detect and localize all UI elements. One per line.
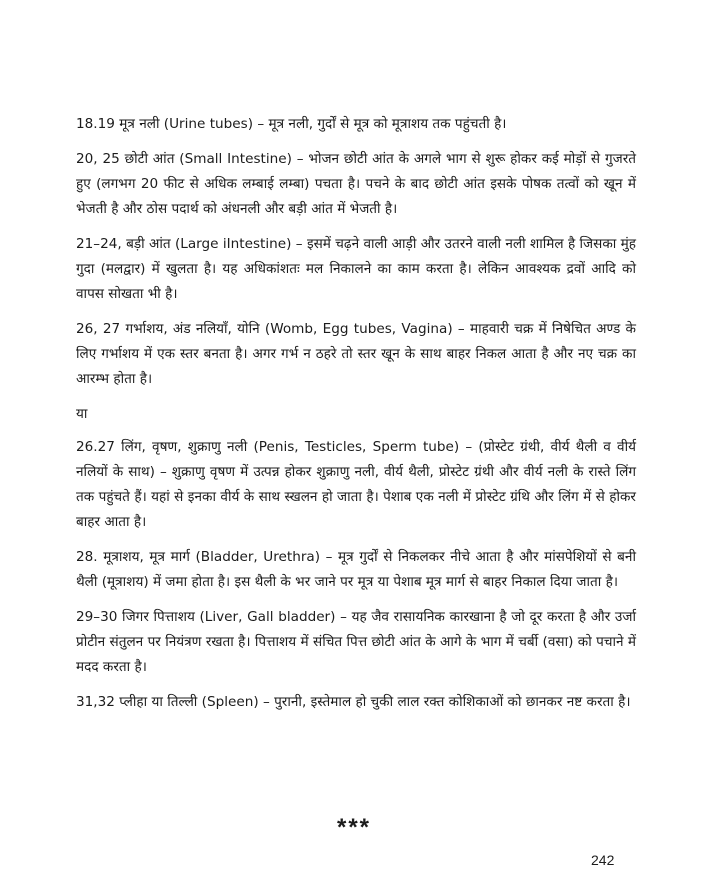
paragraph-small-intestine: 20, 25 छोटी आंत (Small Intestine) – भोजन छोटी आंत के अगले भाग से शुरू होकर कई मोड़ों से गुजरते हुए (लगभग 20 फीट से अधिक लम्बाई लम्बा) पचता है। पचने के बाद छोटी आंत इसके पोषक तत्वों को खून में भेजती है और ठोस पदार्थ को अंधनली और बड़ी आंत में भेजती है। <box>76 151 636 217</box>
paragraph-penis: 26.27 लिंग, वृषण, शुक्राणु नली (Penis, Testicles, Sperm tube) – (प्रोस्टेट ग्रंथी, वीर्य थैली व वीर्य नलियों के साथ) – शुक्राणु वृषण में उत्पन्न होकर शुक्राणु नली, वीर्य थैली, प्रोस्टेट ग्रंथी और वीर्य नली के रास्ते लिंग तक पहुंचते हैं। यहां से इनका वीर्य के साथ स्खलन हो जाता है। पेशाब एक नली में प्रोस्टेट ग्रंथि और लिंग में से होकर बाहर आता है। <box>76 439 636 530</box>
paragraph-or: या <box>76 406 88 422</box>
paragraph-large-intestine: 21–24, बड़ी आंत (Large iIntestine) – इसमें चढ़ने वाली आड़ी और उतरने वाली नली शामिल है जिसका मुंह गुदा (मलद्वार) में खुलता है। यह अधिकांशतः मल निकालने का काम करता है। लेकिन आवश्यक द्रवों आदि को वापस सोखता भी है। <box>76 236 636 302</box>
page-body <box>76 112 636 725</box>
paragraph-womb: 26, 27 गर्भाशय, अंड नलियाँ, योनि (Womb, Egg tubes, Vagina) – माहवारी चक्र में निषेचित अण्ड के लिए गर्भाशय में एक स्तर बनता है। अगर गर्भ न ठहरे तो स्तर खून के साथ बाहर निकल आता है और नए चक्र का आरम्भ होता है। <box>76 321 636 387</box>
paragraph-urine-tubes: 18.19 मूत्र नली (Urine tubes) – मूत्र नली, गुर्दों से मूत्र को मूत्राशय तक पहुंचती है। <box>76 116 507 132</box>
paragraph-liver: 29–30 जिगर पित्ताशय (Liver, Gall bladder) – यह जैव रासायनिक कारखाना है जो दूर करता है और उर्जा प्रोटीन संतुलन पर नियंत्रण रखता है। पित्ताशय में संचित पित्त छोटी आंत के आगे के भाग में चर्बी (वसा) को पचाने में मदद करता है। <box>76 609 636 675</box>
section-separator: *** <box>336 814 372 841</box>
paragraph-spleen: 31,32 प्लीहा या तिल्ली (Spleen) – पुरानी, इस्तेमाल हो चुकी लाल रक्त कोशिकाओं को छानकर नष्ट करता है। <box>76 694 631 710</box>
page-number: 242 <box>591 852 615 868</box>
paragraph-bladder: 28. मूत्राशय, मूत्र मार्ग (Bladder, Urethra) – मूत्र गुर्दों से निकलकर नीचे आता है और मांसपेशियों से बनी थैली (मूत्राशय) में जमा होता है। इस थैली के भर जाने पर मूत्र या पेशाब मूत्र मार्ग से बाहर निकाल दिया जाता है। <box>76 549 636 590</box>
